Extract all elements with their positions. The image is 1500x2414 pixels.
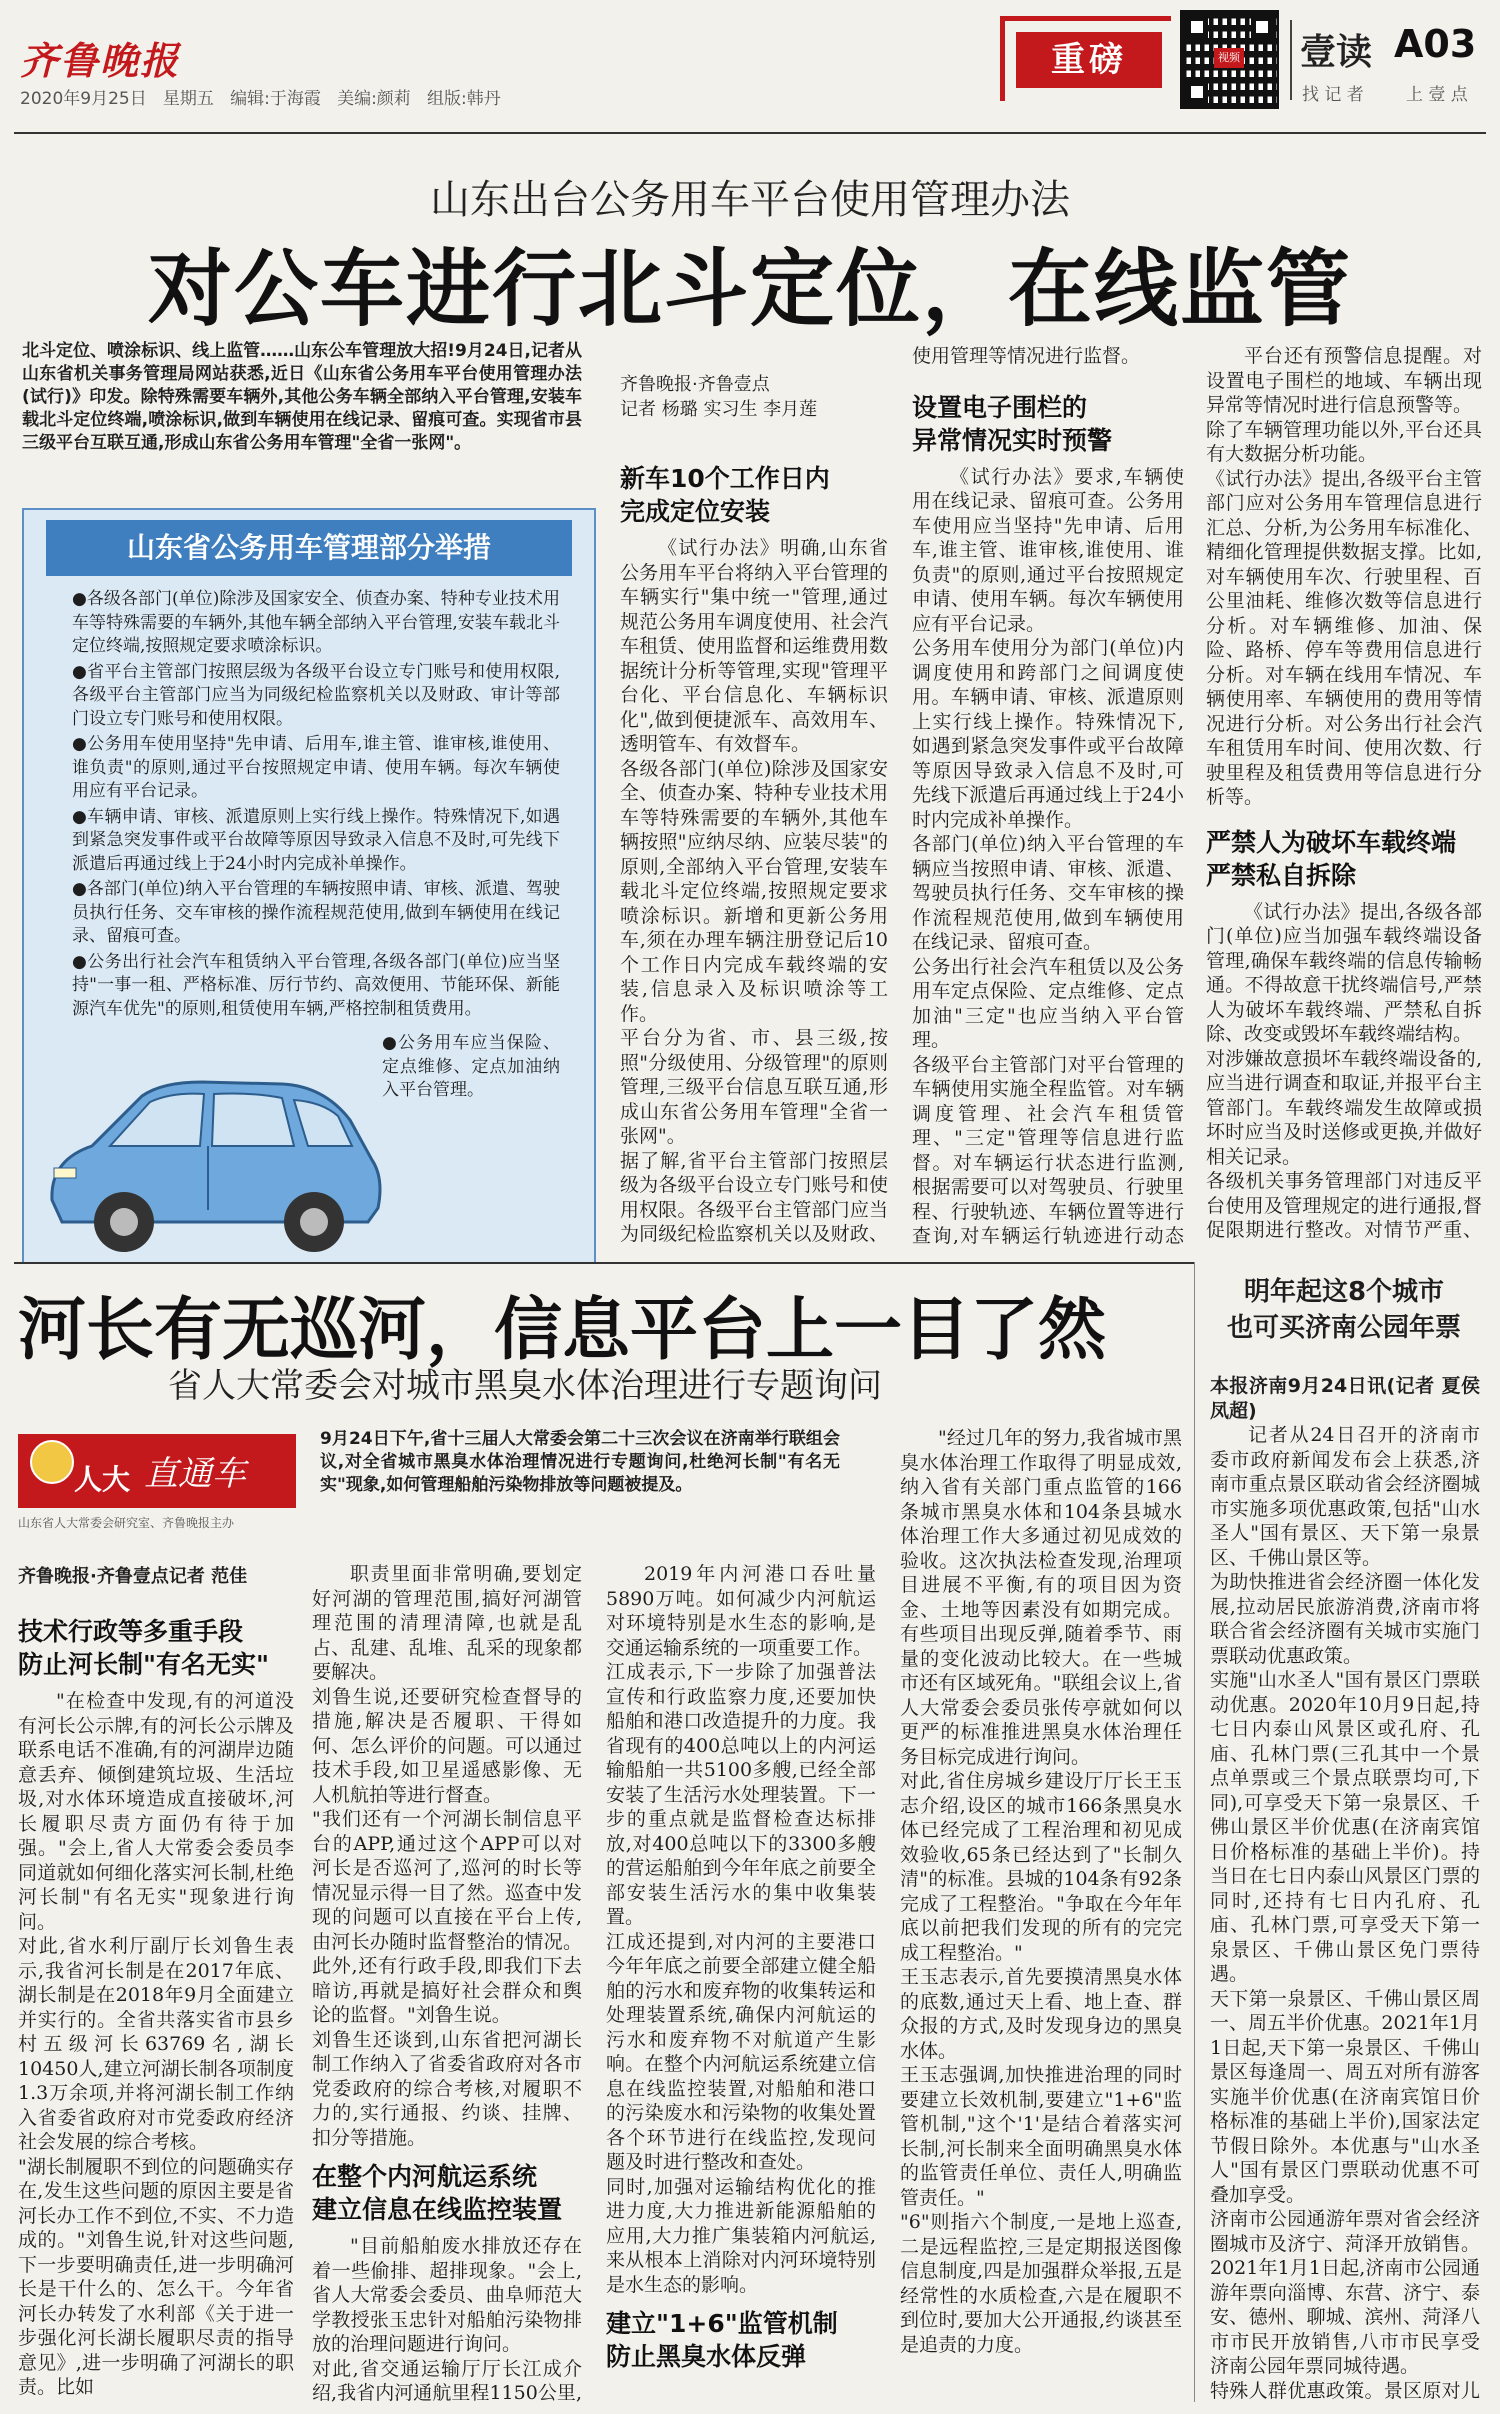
story1-byline-org: 齐鲁晚报·齐鲁壹点 bbox=[620, 374, 770, 395]
story2-headline: 河长有无巡河，信息平台上一目了然 bbox=[18, 1291, 1107, 1370]
story2-col3-text: 2019年内河港口吞吐量5890万吨。如何减少内河航运对环境特别是水生态的影响,是交通运输系统的一项重要工作。 江成表示,下一步除了加强普法宣传和行政监察力度,还要加快船舶和港口改造提升的力度。我省现有的400总吨以上的内河运输船舶一共5100多艘,已经全部安装了生活污水处理装置。下一步的重点就是监督检查达标排放,对400总吨以下的3300多艘的营运船舶到今年年底之前要全部安装生活污水的集中收集装置。 江成还提到,对内河的主要港口今年年底之前要全部建立健全船舶的污水和废弃物的收集转运和处理装置系统,确保内河航运的污水和废弃物不对航道产生影响。在整个内河航运系统建立信息在线监控装置,对船舶和港口的污染废水和污染物的收集处置各个环节进行在线监控,发现问题及时进行整改和查处。 同时,加强对运输结构优化的推进力度,大力推进新能源船舶的应用,大力推广集装箱内河航运,来从根本上消除对内河环境特别是水生态的影响。 bbox=[606, 1563, 876, 2296]
measures-item: ●各部门(单位)纳入平台管理的车辆按照申请、审核、派遣、驾驶员执行任务、交车审核的操作流程规范使用,做到车辆使用在线记录、留痕可查。 bbox=[72, 879, 560, 946]
story1-subhead-3: 严禁人为破坏车载终端 严禁私自拆除 bbox=[1206, 827, 1457, 890]
column-logo bbox=[18, 1426, 296, 1538]
story2-col3 bbox=[606, 1562, 876, 2404]
story3-dateline: 本报济南9月24日讯(记者 夏侯凤超) bbox=[1210, 1375, 1480, 1422]
masthead-rule bbox=[14, 132, 1486, 134]
measures-item: ●公务出行社会汽车租赁纳入平台管理,各级各部门(单位)应当坚持"一事一租、严格标准、厉行节约、高效便用、节能环保、新能源汽车优先"的原则,租赁使用车辆,严格控制租赁费用。 bbox=[72, 951, 560, 1019]
story1-col3 bbox=[912, 344, 1184, 1244]
car-hub-front bbox=[110, 1208, 138, 1236]
car-window bbox=[212, 1094, 294, 1147]
qr-finder-bl bbox=[1186, 81, 1208, 103]
measures-item: ●公务用车使用坚持"先申请、后用车,谁主管、谁审核,谁使用、谁负责"的原则,通过平台按照规定申请、使用车辆。每次车辆使用应有平台记录。 bbox=[72, 734, 560, 801]
car-hub-rear bbox=[300, 1208, 328, 1236]
story2-subhead-3: 建立"1+6"监管机制 防止黑臭水体反弹 bbox=[606, 2309, 838, 2371]
story1-col4 bbox=[1206, 344, 1482, 1244]
measures-item-last: ●公务用车应当保险、定点维修、定点加油纳入平台管理。 bbox=[382, 1033, 560, 1100]
measures-item: ●各级各部门(单位)除涉及国家安全、侦查办案、特种专业技术用车等特殊需要的车辆外,其他车辆全部纳入平台管理,安装车载北斗定位终端,按照规定要求喷涂标识。 bbox=[72, 589, 560, 656]
story1-col3-text: 《试行办法》要求,车辆使用在线记录、留痕可查。公务用车使用应当坚持"先申请、后用车,谁主管、谁审核,谁使用、谁负责"的原则,通过平台按照规定申请、使用车辆。每次车辆使用应有平台记录。 公务用车使用分为部门(单位)内调度使用和跨部门之间调度使用。车辆申请、审核、派遣原则上实行线上操作。特殊情况下,如遇到紧急突发事件或平台故障等原因导致录入信息不及时,可先线下派遣后再通过线上于24小时内完成补单操作。 各部门(单位)纳入平台管理的车辆应当按照申请、审核、派遣、驾驶员执行任务、交车审核的操作流程规范使用,做到车辆使用在线记录、留痕可查。 公务出行社会汽车租赁以及公务用车定点保险、定点维修、定点加油"三定"也应当纳入平台管理。 各级平台主管部门对平台管理的车辆使用实施全程监管。对车辆调度管理、社会汽车租赁管理、"三定"管理等信息进行监督。对车辆运行状态进行监测,根据需要可以对驾驶员、行驶里程、行驶轨迹、车辆位置等进行查询,对车辆运行轨迹进行动态 bbox=[912, 465, 1184, 1244]
story1-headline: 对公车进行北斗定位，在线监管 bbox=[147, 240, 1352, 338]
story3-divider bbox=[1194, 1262, 1195, 2402]
story3-text: 记者从24日召开的济南市委市政府新闻发布会上获悉,济南市重点景区联动省会经济圈城市实施多项优惠政策,包括"山水圣人"国有景区、天下第一泉景区、千佛山景区等。 为助快推进省会经济圈一体化发展,拉动居民旅游消费,济南市将联合省会经济圈有关城市实施门票联动优惠政策。 实施"山水圣人"国有景区门票联动优惠。2020年10月9日起,持七日内泰山风景区或孔府、孔庙、孔林门票(三孔其中一个景点单票或三个景点联票均可,下同),可享受天下第一泉景区、千佛山景区半价优惠(在济南宾馆日价格标准的基础上半价)。持当日在七日内泰山风景区门票的同时,还持有七日内孔府、孔庙、孔林门票,可享受天下第一泉景区、千佛山景区免门票待遇。 天下第一泉景区、千佛山景区周一、周五半价优惠。2021年1月1日起,天下第一泉景区、千佛山景区每逢周一、周五对所有游客实施半价优惠(在济南宾馆日价格标准的基础上半价),国家法定节假日除外。本优惠与"山水圣人"国有景区门票联动优惠不可叠加享受。 济南市公园通游年票对省会经济圈城市及济宁、菏泽开放销售。2021年1月1日起,济南市公园通游年票向淄博、东营、济宁、泰安、德州、聊城、滨州、菏泽八市市民开放销售,八市市民享受济南公园年票同城待遇。 特殊人群优惠政策。景区原对儿 bbox=[1210, 1424, 1480, 2402]
qr-finder-tl bbox=[1186, 16, 1208, 38]
story2-col4 bbox=[900, 1426, 1182, 2404]
story1-lead: 北斗定位、喷涂标识、线上监管……山东公车管理放大招!9月24日,记者从山东省机关事务管理局网站获悉,近日《山东省公务用车平台使用管理办法(试行)》印发。除特殊需要车辆外,其他公务车辆全部纳入平台管理,安装车载北斗定位终端,喷涂标识,做到车辆使用在线记录、留痕可查。实现省市县三级平台互联互通,形成山东省公务用车管理"全省一张网"。 bbox=[22, 341, 582, 453]
story1-col2 bbox=[620, 372, 888, 1242]
story2-lead: 9月24日下午,省十三届人大常委会第二十三次会议在济南举行联组会议,对全省城市黑臭水体治理情况进行专题询问,杜绝河长制"有名无实"现象,如何管理船舶污染物排放等问题被提及。 bbox=[320, 1429, 840, 1495]
story2-col2-text2: "目前船舶废水排放还存在着一些偷排、超排现象。"会上,省人大常委会委员、曲阜师范大学教授张玉忠针对船舶污染物排放的治理问题进行询问。 对此,省交通运输厅厅长江成介绍,我省内河通航里程1150公里, bbox=[312, 2235, 582, 2404]
story1-col4-text2: 《试行办法》提出,各级各部门(单位)应当加强车载终端设备管理,确保车载终端的信息传输畅通。不得故意干扰终端信号,严禁人为破坏车载终端、严禁私自拆除、改变或毁坏车载终端结构。 对涉嫌故意损坏车载终端设备的,应当进行调查和取证,并报平台主管部门。车载终端发生故障或损坏时应当及时送修或更换,并做好相关记录。 各级机关事务管理部门对违反平台使用及管理规定的进行通报,督促限期进行整改。对情节严重、 bbox=[1206, 900, 1482, 1241]
story2-col1-text: "在检查中发现,有的河道没有河长公示牌,有的河长公示牌及联系电话不准确,有的河湖岸边随意丢弃、倾倒建筑垃圾、生活垃圾,对水体环境造成直接破坏,河长履职尽责方面仍有待于加强。"会上,省人大常委会委员李同道就如何细化落实河长制,杜绝河长制"有名无实"现象进行询问。 对此,省水利厅副厅长刘鲁生表示,我省河长制是在2017年底、湖长制是在2018年9月全面建立并实行的。全省共落实省市县乡村五级河长63769名,湖长10450人,建立河湖长制各项制度1.3万余项,并将河湖长制工作纳入省委省政府对市党委政府经济社会发展的综合考核。 "湖长制履职不到位的问题确实存在,发生这些问题的原因主要是省河长办工作不到位,不实、不力造成的。"刘鲁生说,针对这些问题,下一步要明确责任,进一步明确河长是干什么的、怎么干。今年省河长办转发了水利部《关于进一步强化河长湖长履职尽责的指导意见》,进一步明确了河湖长的职责。比如 bbox=[18, 1690, 294, 2398]
measures-list bbox=[72, 588, 560, 1021]
section-tag: 重磅 bbox=[1016, 32, 1162, 88]
qr-finder-tr bbox=[1251, 16, 1273, 38]
story3-headline: 明年起这8个城市 也可买济南公园年票 bbox=[1226, 1277, 1461, 1343]
story2-subhead-1: 技术行政等多重手段 防止河长制"有名无实" bbox=[18, 1617, 270, 1679]
story1-col3-top: 使用管理等情况进行监督。 bbox=[912, 345, 1141, 367]
measures-item: ●省平台主管部门按照层级为各级平台设立专门账号和使用权限,各级平台主管部门应当为同级纪检监察机关以及财政、审计等部门设立专门账号和使用权限。 bbox=[72, 661, 560, 729]
masthead bbox=[0, 0, 1500, 130]
story2-subhead: 省人大常委会对城市黑臭水体治理进行专题询问 bbox=[168, 1366, 882, 1406]
story1-bottom-rule bbox=[14, 1262, 1194, 1264]
story2-col4-text: "经过几年的努力,我省城市黑臭水体治理工作取得了明显成效,纳入省有关部门重点监管的166条城市黑臭水体和104条县城水体治理工作大多通过初见成效的验收。这次执法检查发现,治理项目进展不平衡,有的项目因为资金、土地等因素没有如期完成。有些项目出现反弹,随着季节、雨量的变化波动比较大。在一些城市还有区域死角。"联组会议上,省人大常委会委员张传亭就如何以更严的标准推进黑臭水体治理任务目标完成进行询问。 对此,省住房城乡建设厅厅长王玉志介绍,设区的城市166条黑臭水体已经完成了工程治理和初见成效验收,65条已经达到了"长制久清"的标准。县城的104条有92条完成了工程整治。"争取在今年年底以前把我们发现的所有的完完成工程整治。" 王玉志表示,首先要摸清黑臭水体的底数,通过天上看、地上查、群众报的方式,及时发现身边的黑臭水体。 王玉志强调,加快推进治理的同时要建立长效机制,要建立"1+6"监管机制,"这个'1'是结合着落实河长制,河长制来全面明确黑臭水体的监管责任单位、责任人,明确监管责任。" "6"则指六个制度,一是地上巡查,二是远程监控,三是定期报送图像信息制度,四是加强群众举报,五是经常性的水质检查,六是在履职不到位时,要加大公开通报,约谈甚至是追责的力度。 bbox=[900, 1427, 1182, 2356]
page-number: A03 bbox=[1394, 22, 1477, 66]
qr-caption: 视频 bbox=[1214, 48, 1244, 68]
slogan-right: 上 壹 点 bbox=[1406, 85, 1468, 105]
car-headlight bbox=[54, 1168, 76, 1178]
column-logo-caption: 山东省人大常委会研究室、齐鲁晚报主办 bbox=[18, 1516, 235, 1530]
column-logo-title: 人大 bbox=[74, 1463, 131, 1496]
story2-byline: 齐鲁晚报·齐鲁壹点记者 范佳 bbox=[18, 1566, 248, 1587]
story2-col2-text: 职责里面非常明确,要划定好河湖的管理范围,搞好河湖管理范围的清理清障,也就是乱占、乱建、乱堆、乱采的现象都要解决。 刘鲁生说,还要研究检查督导的措施,解决是否履职、干得如何、怎么评价的问题。可以通过技术手段,如卫星遥感影像、无人机航拍等进行督查。 "我们还有一个河湖长制信息平台的APP,通过这个APP可以对河长是否巡河了,巡河的时长等情况显示得一目了然。巡查中发现的问题可以直接在平台上传,由河长办随时监督整治的情况。此外,还有行政手段,即我们下去暗访,再就是搞好社会群众和舆论的监督。"刘鲁生说。 刘鲁生还谈到,山东省把河湖长制工作纳入了省委省政府对各市党委政府的综合考核,对履职不力的,实行通报、约谈、挂牌、扣分等措施。 bbox=[312, 1563, 582, 2149]
qr-code[interactable] bbox=[1180, 10, 1279, 109]
story1-col4-text: 平台还有预警信息提醒。对设置电子围栏的地域、车辆出现异常等情况时进行信息预警等。 除了车辆管理功能以外,平台还具有大数据分析功能。 《试行办法》提出,各级平台主管部门应对公务用车管理信息进行汇总、分析,为公务用车标准化、精细化管理提供数据支撑。比如,对车辆使用车次、行驶里程、百公里油耗、维修次数等信息进行分析。对车辆维修、加油、保险、路桥、停车等费用信息进行分析。对车辆在线用车情况、车辆使用率、车辆使用的费用等情况进行分析。对公务出行社会汽车租赁用车时间、使用次数、行驶里程及租赁费用等信息进行分析等。 bbox=[1206, 345, 1482, 808]
car-illustration bbox=[32, 1050, 392, 1260]
story1-byline-names: 记者 杨璐 实习生 李月莲 bbox=[620, 399, 818, 420]
measures-item: ●车辆申请、审核、派遣原则上实行线上操作。特殊情况下,如遇到紧急突发事件或平台故障等原因导致录入信息不及时,可先线下派遣后再通过线上于24小时内完成补单操作。 bbox=[72, 806, 560, 874]
page-name: 壹读 bbox=[1300, 32, 1373, 73]
measures-box-title: 山东省公务用车管理部分举措 bbox=[46, 520, 572, 576]
slogan-left: 找 记 者 bbox=[1302, 85, 1364, 105]
story1-subhead-2: 设置电子围栏的 异常情况实时预警 bbox=[912, 392, 1113, 455]
emblem-icon bbox=[30, 1440, 74, 1484]
story2-subhead-2: 在整个内河航运系统 建立信息在线监控装置 bbox=[312, 2162, 563, 2224]
measures-box bbox=[22, 508, 596, 1264]
story1-col2-text: 《试行办法》明确,山东省公务用车平台将纳入平台管理的车辆实行"集中统一"管理,通过规范公务用车调度使用、社会汽车租赁、使用监督和运维费用数据统计分析等管理,实现"管理平台化、平台信息化、车辆标识化",做到便捷派车、高效用车、透明管车、有效督车。 各级各部门(单位)除涉及国家安全、侦查办案、特种专业技术用车等特殊需要的车辆外,其他车辆按照"应纳尽纳、应装尽装"的原则,全部纳入平台管理,安装车载北斗定位终端,按照规定要求喷涂标识。新增和更新公务用车,须在办理车辆注册登记后10个工作日内完成车载终端的安装,信息录入及标识喷涂等工作。 平台分为省、市、县三级,按照"分级使用、分级管理"的原则管理,三级平台信息互联互通,形成山东省公务用车管理"全省一张网"。 据了解,省平台主管部门按照层级为各级平台设立专门账号和使用权限。各级平台主管部门应当为同级纪检监察机关以及财政、 bbox=[620, 537, 888, 1242]
story3-body bbox=[1210, 1374, 1480, 2404]
column-logo-script: 直通车 bbox=[144, 1454, 246, 1494]
masthead-divider bbox=[1290, 20, 1292, 100]
story2-col2 bbox=[312, 1562, 582, 2404]
story2-col1 bbox=[18, 1564, 294, 2404]
newspaper-logo: 齐鲁晚报 bbox=[20, 38, 181, 83]
issue-meta: 2020年9月25日 星期五 编辑:于海霞 美编:颜莉 组版:韩丹 bbox=[20, 89, 501, 109]
story1-kicker: 山东出台公务用车平台使用管理办法 bbox=[430, 177, 1070, 223]
story1-subhead-1: 新车10个工作日内 完成定位安装 bbox=[620, 464, 830, 526]
